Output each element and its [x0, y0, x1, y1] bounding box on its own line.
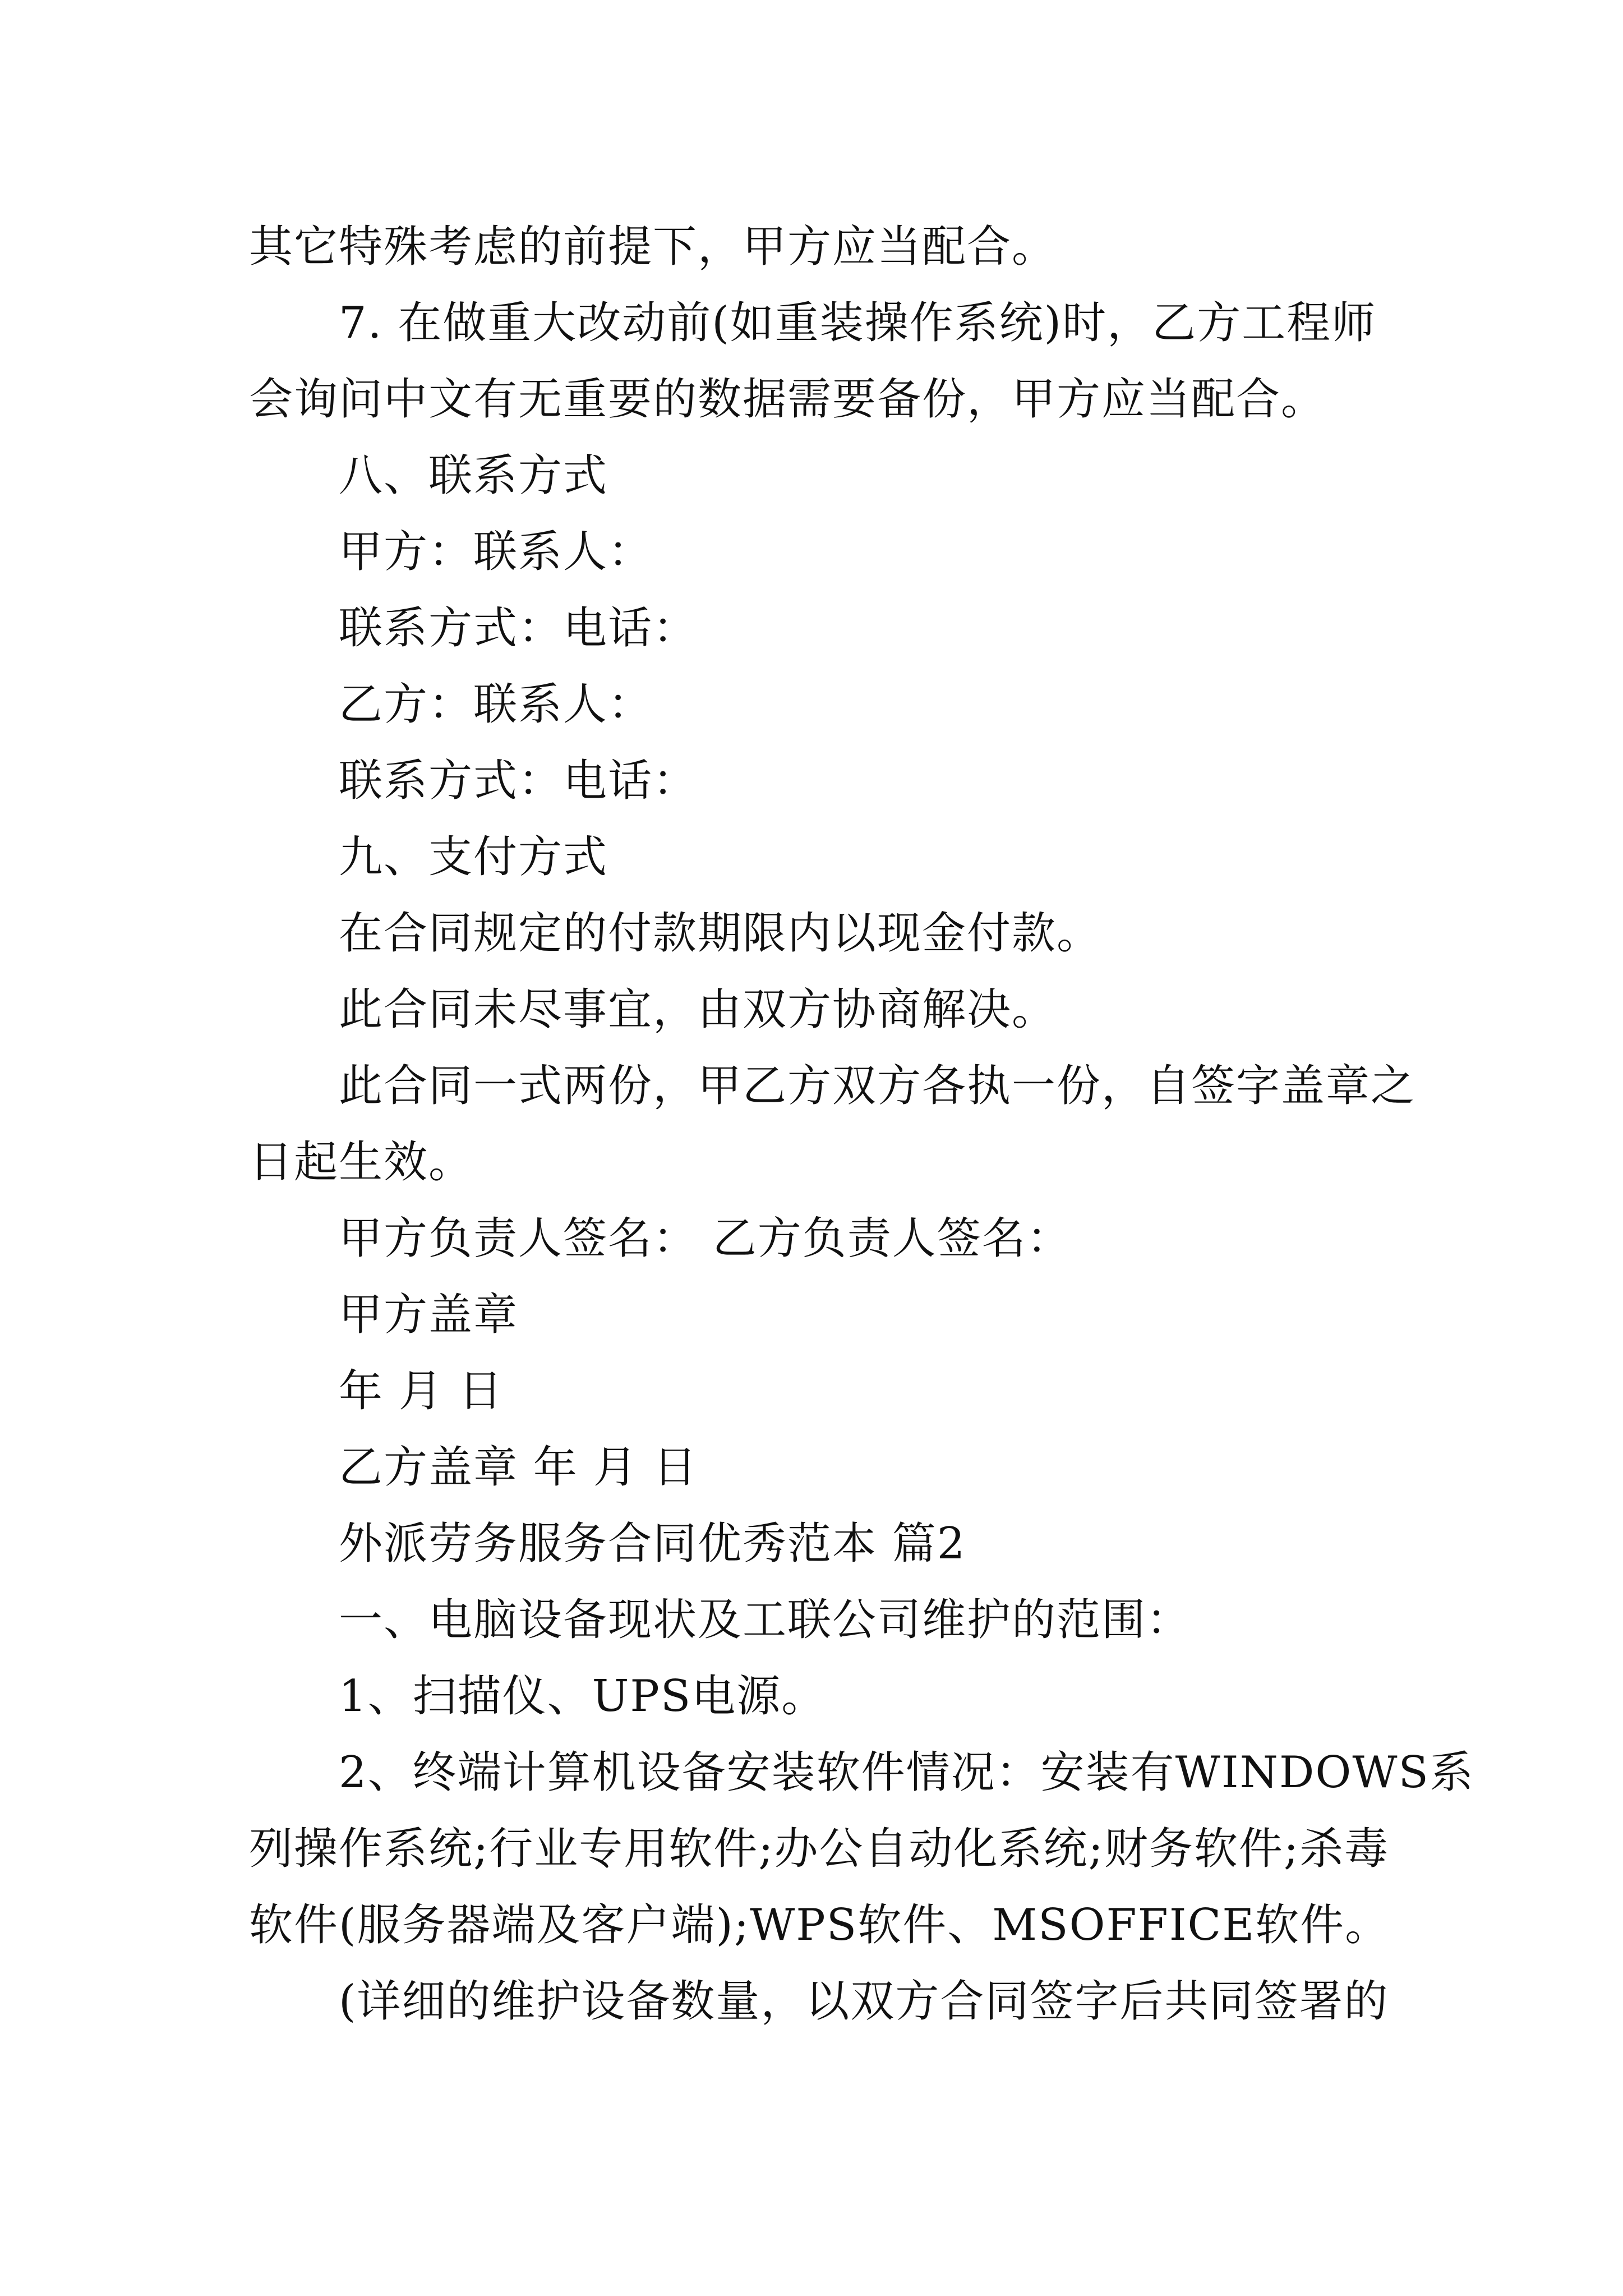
section-heading: 八、联系方式 — [339, 450, 608, 501]
text-line: 乙方：联系人： — [339, 679, 653, 730]
seal-line: 甲方盖章 — [339, 1290, 519, 1340]
text-line: 其它特殊考虑的前提下，甲方应当配合。 — [249, 222, 1057, 272]
text-line: 此合同未尽事宜，由双方协商解决。 — [339, 984, 1057, 1035]
document-body — [249, 209, 1474, 2040]
text-line: 此合同一式两份，甲乙方双方各执一份，自签字盖章之 — [339, 1061, 1416, 1111]
text-line: 2、终端计算机设备安装软件情况：安装有WINDOWS系 — [339, 1747, 1474, 1798]
text-line: 7. 在做重大改动前(如重装操作系统)时，乙方工程师 — [339, 298, 1377, 348]
text-line: 联系方式：电话： — [339, 603, 698, 654]
text-line: 1、扫描仪、UPS电源。 — [339, 1671, 827, 1722]
signature-line: 甲方负责人签名： 乙方负责人签名： — [339, 1213, 1072, 1264]
seal-date-line: 乙方盖章 年 月 日 — [339, 1442, 698, 1493]
text-line: 联系方式：电话： — [339, 756, 698, 806]
section-heading: 九、支付方式 — [339, 832, 608, 882]
text-line: 在合同规定的付款期限内以现金付款。 — [339, 908, 1102, 959]
text-line: 列操作系统;行业专用软件;办公自动化系统;财务软件;杀毒 — [249, 1824, 1390, 1874]
date-line: 年 月 日 — [339, 1366, 504, 1416]
section-heading: 一、电脑设备现状及工联公司维护的范围： — [339, 1595, 1192, 1645]
text-line: 会询问中文有无重要的数据需要备份，甲方应当配合。 — [249, 374, 1326, 425]
document-title: 外派劳务服务合同优秀范本 篇2 — [339, 1519, 966, 1569]
text-line: 软件(服务器端及客户端);WPS软件、MSOFFICE软件。 — [249, 1900, 1390, 1950]
text-line: 日起生效。 — [249, 1137, 474, 1188]
text-line: 甲方：联系人： — [339, 527, 653, 577]
text-line: (详细的维护设备数量，以双方合同签字后共同签署的 — [339, 1976, 1389, 2027]
